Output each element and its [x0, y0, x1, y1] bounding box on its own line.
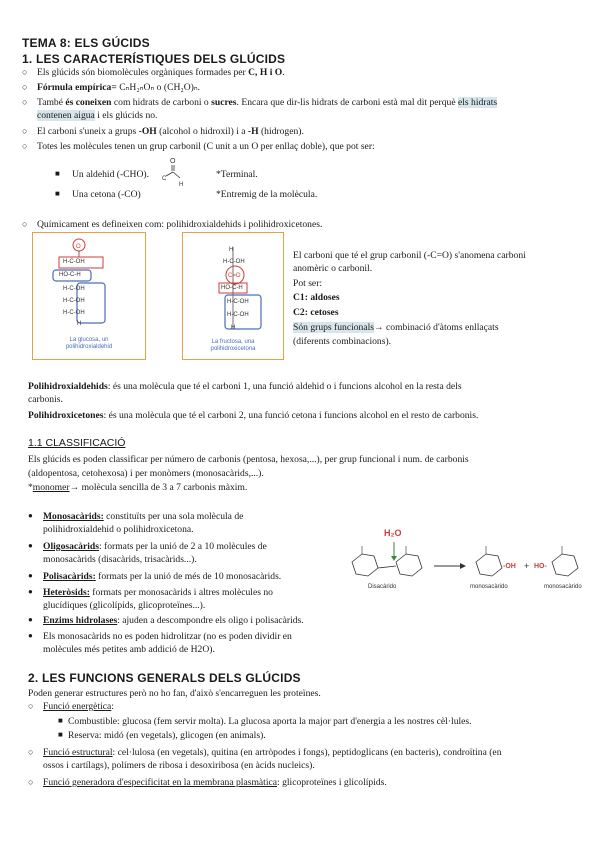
class-item-1-cont: polihidroxialdehid o polihidroxicetona. [43, 524, 194, 535]
svg-text:H: H [179, 182, 184, 188]
bullet-circle-icon: ○ [22, 141, 28, 151]
fructose-label-3: C=O [228, 273, 241, 279]
class-item-2: Oligosacàrids: formats per la unió de 2 a 10 molècules de [43, 541, 267, 552]
aldoses-label: C1: aldoses [293, 292, 340, 303]
glucose-label-2: HO-C-H [59, 272, 81, 278]
aldehyde-structure-icon [158, 156, 188, 188]
glucose-label-5: H-C-OH [63, 310, 85, 316]
class-item-6-cont: molècules més petites amb addició de H2O). [43, 644, 215, 655]
svg-text:O: O [170, 158, 176, 165]
cetoses-label: C2: cetoses [293, 307, 339, 318]
glucose-label-6: H [77, 321, 82, 327]
def-polihidroxicetones: Polihidroxicetones: és una molècula que té el carboni 2, una funció cetona i funcions alcohol en el resto de carbonis. [28, 410, 479, 421]
bullet-dot-icon: ● [28, 615, 33, 624]
s1-bullet-3-cont: contenen aigua i els glúcids no. [37, 110, 158, 121]
bullet-dot-icon: ● [28, 541, 33, 550]
bullet-circle-icon: ○ [22, 82, 28, 92]
s1-bullet-3: També és coneixen com hidrats de carboni o sucres. Encara que dir-lis hidrats de carboni està mal dit perquè els hidrats [37, 97, 498, 108]
carbonyl-text-2: anomèric o carbonil. [293, 263, 373, 274]
section-1-1-heading: 1.1 CLASSIFICACIÓ [28, 437, 126, 449]
svg-text:O: O [76, 244, 81, 250]
plus-sign: + [524, 561, 530, 571]
glucose-caption: La glucosa, un polihidroxialdehid [65, 337, 113, 350]
structural-function: Funció estructural: cel·lulosa (en vegetals), quitina (en artròpodes i fongs), peptidoglicans (en bacteris), condroïtina (en [43, 747, 502, 758]
class-item-4-cont: glucídiques (glicolípids, glicoproteïnes...). [43, 600, 206, 611]
bullet-square-icon: ■ [58, 730, 63, 739]
class-item-4: Heteròsids: formats per monosacàrids i altres molècules no [43, 587, 273, 598]
ho-label: HO- [534, 563, 547, 570]
section-2-heading: 2. LES FUNCIONS GENERALS DELS GLÚCIDS [28, 671, 301, 685]
fructose-figure [182, 232, 284, 360]
carbonyl-text-1: El carboni que té el grup carbonil (-C=O) s'anomena carboni [293, 250, 526, 261]
energy-fuel: Combustible: glucosa (fem servir molta). La glucosa aporta la major part d'energia a les nostres cèl·lules. [68, 716, 472, 727]
disaccharide-label: Disacàrido [368, 584, 397, 590]
bullet-circle-icon: ○ [22, 219, 28, 229]
ketone-item: Una cetona (-CO) [72, 189, 141, 200]
class-item-5: Enzims hidrolases: ajuden a descompondre els oligo i polisacàrids. [43, 615, 304, 626]
hydrolysis-figure [338, 524, 590, 602]
water-label: H₂O [384, 528, 402, 538]
fructose-label-1: H [229, 247, 234, 253]
fructose-label-4: HO-C-H [221, 285, 243, 291]
fructose-label-5: H-C-OH [227, 299, 249, 305]
fructose-label-6: H-C-OH [227, 312, 249, 318]
s1-bullet-2: Fórmula empírica= CₙH₂ₙOₙ o (CH₂O)ₙ. [37, 82, 201, 93]
bullet-circle-icon: ○ [22, 126, 28, 136]
bullet-circle-icon: ○ [22, 67, 28, 77]
bullet-circle-icon: ○ [28, 747, 34, 757]
bullet-circle-icon: ○ [28, 777, 34, 787]
glucose-figure [32, 232, 146, 360]
section-1-heading: 1. LES CARACTERÍSTIQUES DELS GLÚCIDS [22, 52, 286, 66]
aldehyde-note: *Terminal. [216, 169, 258, 180]
structural-function-cont: ossos i cartílags), polímers de ribosa i desoxiribosa (en àcids nucleics). [43, 760, 315, 771]
page-title: TEMA 8: ELS GÚCIDS [22, 36, 150, 50]
fructose-label-2: H-C-OH [223, 259, 245, 265]
bullet-dot-icon: ● [28, 511, 33, 520]
classification-p1: Els glúcids es poden classificar per número de carbonis (pentosa, hexosa,...), per grup funcional i num. de carbonis [28, 454, 469, 465]
s1-bullet-1: Els glúcids són biomolècules orgàniques formades per C, H i O. [37, 67, 285, 78]
def-polihidroxialdehids-cont: carbonis. [28, 394, 63, 405]
functions-intro: Poden generar estructures però no ho fan, d'això s'encarreguen les proteïnes. [28, 688, 321, 699]
bullet-square-icon: ■ [55, 189, 60, 198]
bullet-square-icon: ■ [55, 169, 60, 178]
s1-bullet-5: Totes les molècules tenen un grup carbonil (C unit a un O per enllaç doble), que pot ser: [37, 141, 375, 152]
functional-groups-text: Són grups funcionals→ combinació d'àtoms enllaçats [293, 322, 499, 333]
carbonyl-text-3: Pot ser: [293, 278, 323, 289]
bullet-circle-icon: ○ [22, 97, 28, 107]
ketone-note: *Entremig de la molècula. [216, 189, 318, 200]
monosaccharide-label-1: monosacàrido [470, 584, 508, 590]
glucose-label-1: H-C-OH [63, 259, 85, 265]
specificity-function: Funció generadora d'especificitat en la membrana plasmàtica: glicoproteïnes i glicolípids. [43, 777, 387, 788]
s1-bullet-6: Químicament es defineixen com: polihidroxialdehids i polihidroxicetones. [37, 219, 323, 230]
s1-bullet-4: El carboni s'uneix a grups -OH (alcohol o hidroxil) i a -H (hidrogen). [37, 126, 304, 137]
fructose-caption: La fructosa, una polihidroxicetona [210, 339, 256, 352]
energy-reserve: Reserva: midó (en vegetals), glicogen (en animals). [68, 730, 266, 741]
bullet-square-icon: ■ [58, 716, 63, 725]
bullet-circle-icon: ○ [28, 701, 34, 711]
class-item-2-cont: monosacàrids (disacàrids, trisacàrids...). [43, 554, 197, 565]
combinations-text: (diferents combinacions). [293, 336, 392, 347]
energy-function: Funció energètica: [43, 701, 114, 712]
classification-p2: (aldopentosa, cetohexosa) i per monòmers (monosacàrids,...). [28, 468, 264, 479]
aldehyde-item: Un aldehid (-CHO). [72, 169, 149, 180]
oh-label: -OH [503, 563, 516, 570]
class-item-1: Monosacàrids: constituïts per una sola molècula de [43, 511, 244, 522]
monomer-definition: *monomer→ molècula sencilla de 3 a 7 carbonis màxim. [28, 482, 248, 493]
glucose-label-4: H-C-OH [63, 298, 85, 304]
glucose-label-3: H-C-OH [63, 286, 85, 292]
bullet-dot-icon: ● [28, 631, 33, 640]
svg-text:C: C [162, 176, 167, 182]
bullet-dot-icon: ● [28, 587, 33, 596]
fructose-label-7: H [231, 325, 236, 331]
class-item-3: Polisacàrids: formats per la unió de més de 10 monosacàrids. [43, 571, 282, 582]
class-item-6: Els monosacàrids no es poden hidrolitzar (no es poden dividir en [43, 631, 292, 642]
monosaccharide-label-2: monosacàrido [544, 584, 582, 590]
def-polihidroxialdehids: Polihidroxialdehids: és una molècula que té el carboni 1, una funció aldehid o i funcions alcohol en la resta dels [28, 381, 462, 392]
bullet-dot-icon: ● [28, 571, 33, 580]
